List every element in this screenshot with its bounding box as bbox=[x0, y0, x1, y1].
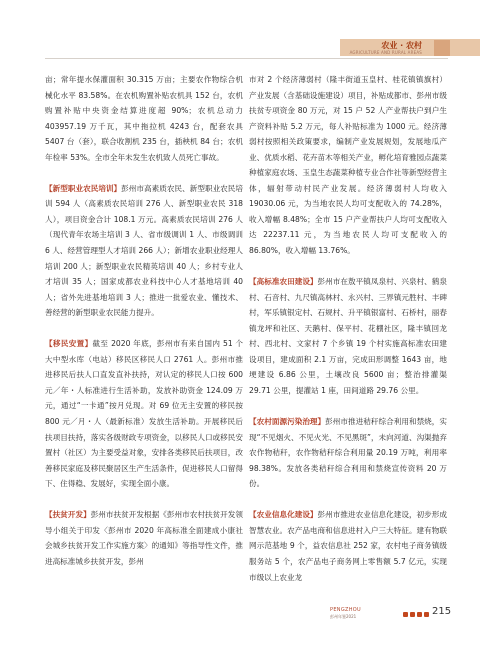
paragraph-tag: 【农业信息化建设】 bbox=[249, 510, 318, 520]
header-divider bbox=[45, 58, 448, 59]
paragraph-tag: 【扶贫开发】 bbox=[45, 510, 91, 520]
paragraph bbox=[45, 507, 243, 569]
footer-brand-en: PENGZHOU bbox=[330, 607, 361, 613]
paragraph bbox=[249, 507, 447, 585]
left-column bbox=[45, 72, 243, 570]
paragraph bbox=[45, 72, 243, 165]
paragraph-text: 彭州市推进农业信息化建设，初步形成智慧农业。农产品电商和信息进村入户三大特征。建有物联网示范基地 9 个，益农信息社 252 家，农村电子商务镇级服务站 5 个，农产品电子商务网上零售额 5.7 亿元，实现市级以上农业龙 bbox=[249, 510, 447, 582]
header-square-ornament bbox=[434, 40, 450, 56]
footer-logo bbox=[330, 607, 398, 620]
footer-brand-cn: 彭州年鉴2021 bbox=[330, 614, 357, 619]
paragraph-tag: 【农村面源污染治理】 bbox=[249, 417, 326, 427]
paragraph bbox=[45, 181, 243, 321]
paragraph-text: 截至 2020 年底，彭州市有来自国内 51 个大中型水库（电站）移民区移民人口 2761 人。彭州市推进移民后扶人口直发直补扶持，对认定的移民人口按 600 元／年・人标准进行生活补助，发放补助资金 124.09 万元，通过“一卡通”按月兑现。对 69 位无主安置的移民按 800 元／月・人（最新标准）发放生活补助。开展移民后扶项目扶持，落实各级财政专项资金，以移民人口或移民安置村（社区）为主要受益对象，安排各类移民后扶项目，改善移民家庭及移民聚居区生产生活条件，促进移民人口留得下、住得稳、发展好，实现全面小康。 bbox=[45, 339, 243, 489]
page-number: 215 bbox=[432, 606, 452, 617]
paragraph-text: 彭州市推进秸秆综合利用和禁烧，实现“不见烟火、不见火光、不见黑斑”，未向河道、沟渠抛弃农作物秸秆，农作物秸秆综合利用量 20.19 万吨，利用率 98.38%。发放各类秸秆综合利用和禁烧宣传资料 20 万份。 bbox=[249, 417, 448, 489]
section-subtitle: AGRICULTURE AND RURAL AREAS bbox=[349, 50, 422, 55]
section-title: 农业 · 农村 bbox=[381, 41, 422, 50]
paragraph-text: 彭州市高素质农民、新型职业农民培训 594 人（高素质农民培训 276 人、新型职业农民 318 人），项目资金合计 108.1 万元。高素质农民培训 276 人（现代青年农场主培训 3 人、省市级调训 1 人、市级调训 6 人、经营管理型人才培训 266 人）；新增农业职业经理人培训 200 人；新型职业农民精英培训 40 人；乡村专业人才培训 35 人；国家成都农业科技中心人才基地培训 40 人；省外先进基地培训 3 人；推进一批爱农业、懂技术、善经营的新型职业农民能力提升。 bbox=[45, 183, 244, 318]
paragraph bbox=[249, 72, 447, 259]
paragraph-tag: 【高标准农田建设】 bbox=[249, 277, 318, 287]
right-column bbox=[249, 72, 447, 585]
paragraph-text: 彭州市扶贫开发根据《彭州市农村扶贫开发领导小组关于印发〈彭州市 2020 年高标准全面建成小康社会城乡扶贫开发工作实施方案〉的通知》等指导性文件，推进高标准城乡扶贫开发，彭州 bbox=[45, 510, 244, 566]
paragraph-tag: 【新型职业农民培训】 bbox=[45, 183, 122, 193]
paragraph bbox=[45, 336, 243, 491]
paragraph-tag: 【移民安置】 bbox=[45, 339, 93, 349]
footer-ornament bbox=[403, 612, 429, 617]
paragraph bbox=[249, 414, 447, 492]
paragraph-text: 彭州市在敖平镇凤泉村、兴泉村、鹤泉村、石音村、九尺镇高林村、永兴村、三界镇元胜村、丰碑村，军乐镇银定村、石规村、升平镇银富村、石桥村，丽春镇龙坪和社区、天鹅村、保平村、花棚社区，隆丰镇回龙村、西北村、文家村 7 个乡镇 19 个村实施高标准农田建设项目，建成面积 2.1 万亩，完成田形调整 1643 亩，地埂建设 6.86 公里，土壤改良 5600 亩；整治排灌渠 29.71 公里，提灌站 1 座，田间道路 29.76 公里。 bbox=[249, 277, 447, 395]
paragraph-text: 亩；常年提水保灌面积 30.315 万亩；主要农作物综合机械化水平 83.58%。在农机购置补贴农机具 152 台，农机购置补贴中央资金结算进度超 90%；农机总动力 403957.19 万千瓦，其中拖拉机 4243 台，配套农具 5407 台（套），联合收割机 235 台，插秧机 84 台；农机年检率 53%。全市全年未发生农机致人员死亡事故。 bbox=[45, 75, 243, 162]
paragraph bbox=[249, 274, 447, 398]
paragraph-text: 市对 2 个经济薄弱村（隆丰街道玉皇村、桂花镇镇旗村）产业发展（含基础设施建设）项目，补贴成都市、彭州市级扶贫专项资金 80 万元，对 15 户 52 人产业帮扶户到户生产资料补贴 5.2 万元，每人补贴标准为 1000 元。经济薄弱村按照相关政策要求，编制产业发展规划，发展地瓜产业、优质水稻、花卉苗木等相关产业，孵化培育雅园点蔬菜种植家庭农场、玉皇生态蔬菜种植专业合作社等新型经营主体，辐射带动村民产业发展。经济薄弱村人均收入 19030.06 元，为当地农民人均可支配收入的 74.28%，收入增幅 8.48%；全市 15 户产业帮扶户人均可支配收入达 22237.11 元，为当地农民人均可支配收入的 86.80%，收入增幅 13.76%。 bbox=[249, 75, 447, 256]
